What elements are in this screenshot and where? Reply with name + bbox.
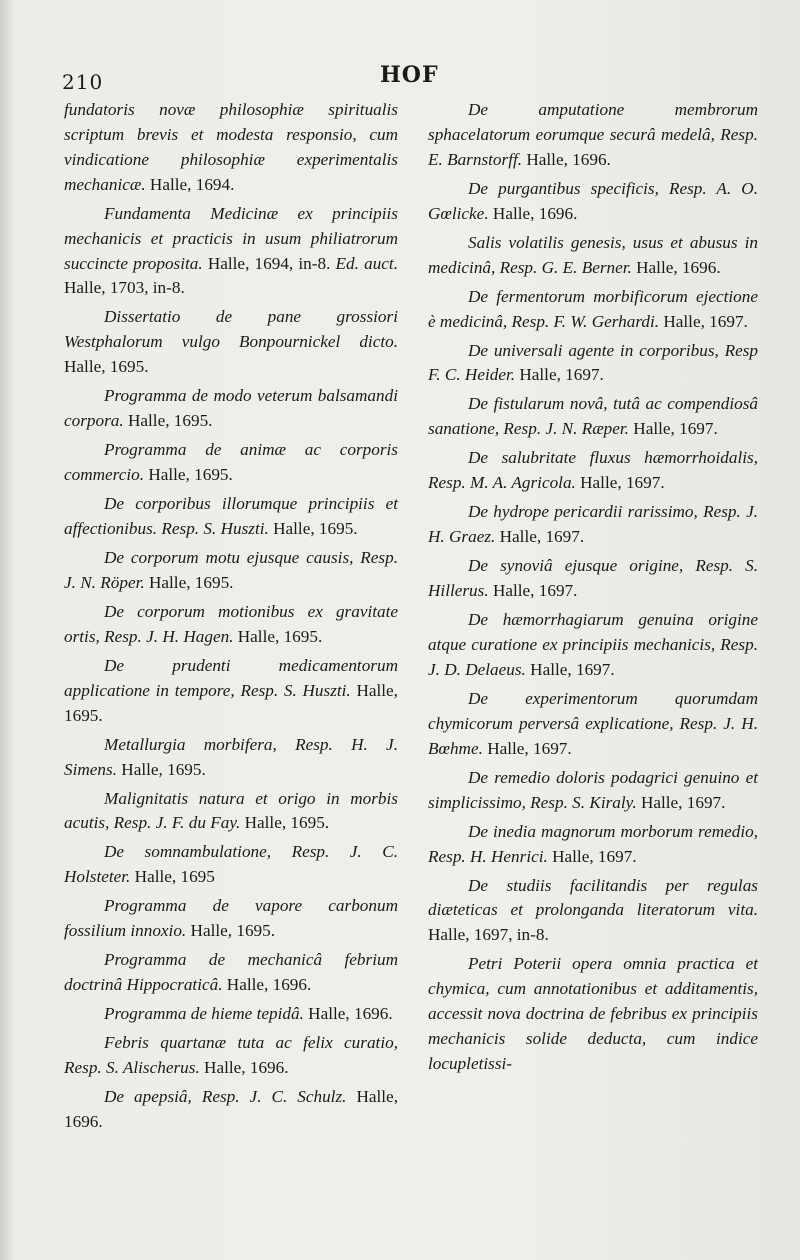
bibliography-entry xyxy=(428,500,758,550)
bibliography-entry xyxy=(428,766,758,816)
entry-title-text: De salubritate fluxus hæmorrhoidalis, Resp. M. A. Agricola. xyxy=(428,448,758,493)
entry-title-text: Programma de mechanicâ febrium doctrinâ Hippocraticâ. xyxy=(64,950,398,995)
entry-imprint-text: Halle, 1695. xyxy=(268,518,358,538)
bibliography-entry xyxy=(64,654,398,729)
entry-imprint-text: Halle, 1696. xyxy=(522,149,611,169)
bibliography-entry xyxy=(64,492,398,542)
bibliography-entry xyxy=(428,392,758,442)
entry-title-text: De studiis facilitandis per regulas diæteticas et prolonganda literatorum vita. xyxy=(428,875,758,920)
entry-imprint-text: Halle, 1695. xyxy=(123,411,213,431)
entry-imprint-text: Halle, 1697. xyxy=(495,527,585,547)
bibliography-entry xyxy=(64,948,398,998)
entry-imprint-text: Halle, 1697. xyxy=(636,792,726,812)
bibliography-entry xyxy=(64,202,398,302)
entry-title-text: De purgantibus specificis, Resp. A. O. Gœlicke. xyxy=(428,178,758,223)
entry-title-text: De corporibus illorumque principiis et affectionibus. Resp. S. Huszti. xyxy=(64,494,398,538)
bibliography-entry xyxy=(428,446,758,496)
entry-imprint-text: Halle, 1696. xyxy=(222,975,312,995)
entry-imprint-text: Halle, 1695. xyxy=(240,813,330,833)
entry-imprint-text: Halle, 1695. xyxy=(64,680,398,725)
bibliography-entry xyxy=(428,231,758,281)
entry-imprint-text: Halle, 1695. xyxy=(117,759,206,779)
entry-title-text: fundatoris novæ philosophiæ spiritualis scriptum brevis et modesta responsio, cum vindicatione philosophiæ experimentalis mechanicæ. xyxy=(64,100,398,194)
entry-title-text: De hydrope pericardii rarissimo, Resp. J. H. Graez. xyxy=(428,502,758,547)
bibliography-entry xyxy=(428,339,758,389)
bibliography-entry xyxy=(428,285,758,335)
bibliography-entry xyxy=(64,600,398,650)
bibliography-entry xyxy=(64,546,398,596)
entry-title-text: De somnambulatione, Resp. J. C. Holsteter. xyxy=(64,842,398,887)
entry-imprint-text: Halle, 1695. xyxy=(144,465,233,485)
entry-imprint-text: Halle, 1697. xyxy=(628,419,718,439)
entry-title-text: Petri Poterii opera omnia practica et chymica, cum annotationibus et additamentis, accessit nova doctrina de febribus ex principiis mechanicis solide deducta, cum indice locupletissi- xyxy=(428,954,758,1073)
entry-imprint-text: Halle, 1696. xyxy=(488,203,578,223)
entry-title-text: Programma de hieme tepidâ. xyxy=(104,1004,304,1024)
entry-title-text: Programma de vapore carbonum fossilium innoxio. xyxy=(64,896,398,941)
bibliography-entry xyxy=(64,1031,398,1081)
entry-title-text: Ed. auct. xyxy=(335,253,398,273)
entry-title-text: De apepsiâ, Resp. J. C. Schulz. xyxy=(104,1087,347,1107)
entry-imprint-text: Halle, 1697. xyxy=(482,738,572,758)
bibliography-entry xyxy=(428,687,758,762)
entry-title-text: Metallurgia morbifera, Resp. H. J. Simens. xyxy=(64,734,398,779)
bibliography-entry xyxy=(64,733,398,783)
entry-title-text: De hæmorrhagiarum genuina origine atque curatione ex principiis mechanicis, Resp. J. D. Delaeus. xyxy=(428,610,758,679)
bibliography-entry xyxy=(428,952,758,1077)
entry-title-text: De fistularum novâ, tutâ ac compendiosâ sanatione, Resp. J. N. Ræper. xyxy=(428,394,758,439)
bibliography-entry xyxy=(64,384,398,434)
entry-imprint-text: Halle, 1703, in-8. xyxy=(64,278,185,298)
entry-imprint-text: Halle, 1697. xyxy=(525,659,615,679)
entry-title-text: Programma de animæ ac corporis commercio. xyxy=(64,440,398,485)
bibliography-entry xyxy=(64,1002,398,1027)
entry-title-text: De universali agente in corporibus, Resp F. C. Heider. xyxy=(428,340,758,385)
entry-imprint-text: Halle, 1695. xyxy=(186,921,276,941)
entry-imprint-text: Halle, 1697. xyxy=(547,846,637,866)
entry-title-text: De inedia magnorum morborum remedio, Resp. H. Henrici. xyxy=(428,821,758,866)
entry-imprint-text: Halle, 1696. xyxy=(199,1058,289,1078)
entry-title-text: De synoviâ ejusque origine, Resp. S. Hillerus. xyxy=(428,556,758,601)
bibliography-entry xyxy=(64,98,398,198)
entry-imprint-text: Halle, 1696. xyxy=(631,257,721,277)
bibliography-entry xyxy=(428,177,758,227)
entry-title-text: Salis volatilis genesis, usus et abusus in medicinâ, Resp. G. E. Berner. xyxy=(428,232,758,277)
entry-title-text: Fundamenta Medicinæ ex principiis mechanicis et practicis in usum philiatrorum succincte proposita. xyxy=(64,203,398,273)
entry-title-text: De corporum motionibus ex gravitate ortis, Resp. J. H. Hagen. xyxy=(64,601,398,646)
bibliography-entry xyxy=(64,1085,398,1135)
entry-imprint-text: Halle, 1694. xyxy=(145,174,235,194)
page-number: 210 xyxy=(62,70,104,94)
bibliography-entry xyxy=(64,305,398,380)
running-header: HOF xyxy=(380,62,439,88)
entry-imprint-text: Halle, 1696. xyxy=(303,1004,393,1024)
entry-imprint-text: Halle, 1695. xyxy=(64,357,149,377)
entry-title-text: De amputatione membrorum sphacelatorum eorumque securâ medelâ, Resp. E. Barnstorff. xyxy=(428,100,758,169)
entry-imprint-text: Halle, 1695. xyxy=(144,572,234,592)
entry-imprint-text: Halle, 1697. xyxy=(515,365,604,385)
entry-imprint-text: Halle, 1695 xyxy=(130,867,215,887)
entry-imprint-text: Halle, 1694, in-8. xyxy=(202,253,336,273)
bibliography-entry xyxy=(64,438,398,488)
entry-imprint-text: Halle, 1696. xyxy=(64,1087,398,1131)
bibliography-entry xyxy=(64,840,398,890)
entry-title-text: De experimentorum quorumdam chymicorum perversâ explicatione, Resp. J. H. Bœhme. xyxy=(428,688,758,758)
entry-title-text: Malignitatis natura et origo in morbis acutis, Resp. J. F. du Fay. xyxy=(64,788,398,833)
bibliography-entry xyxy=(428,608,758,683)
entry-title-text: De fermentorum morbificorum ejectione è medicinâ, Resp. F. W. Gerhardi. xyxy=(428,286,758,331)
bibliography-entry xyxy=(64,787,398,837)
bibliography-entry xyxy=(428,874,758,949)
entry-imprint-text: Halle, 1697. xyxy=(575,473,665,493)
entry-imprint-text: Halle, 1695. xyxy=(233,626,323,646)
entry-imprint-text: Halle, 1697. xyxy=(488,581,578,601)
bibliography-entry xyxy=(428,820,758,870)
entry-title-text: Programma de modo veterum balsamandi corpora. xyxy=(64,386,398,431)
entry-title-text: De corporum motu ejusque causis, Resp. J. N. Röper. xyxy=(64,547,398,592)
entry-title-text: Dissertatio de pane grossiori Westphalorum vulgo Bonpournickel dicto. xyxy=(64,307,398,352)
right-column xyxy=(428,98,758,1081)
bibliography-entry xyxy=(64,894,398,944)
entry-title-text: Febris quartanæ tuta ac felix curatio, Resp. S. Alischerus. xyxy=(64,1033,398,1078)
entry-imprint-text: Halle, 1697, in-8. xyxy=(428,925,549,945)
entry-title-text: De remedio doloris podagrici genuino et simplicissimo, Resp. S. Kiraly. xyxy=(428,767,758,812)
bibliography-entry xyxy=(428,554,758,604)
left-column xyxy=(64,98,398,1139)
entry-imprint-text: Halle, 1697. xyxy=(659,311,748,331)
entry-title-text: De prudenti medicamentorum applicatione in tempore, Resp. S. Huszti. xyxy=(64,655,398,700)
bibliography-entry xyxy=(428,98,758,173)
